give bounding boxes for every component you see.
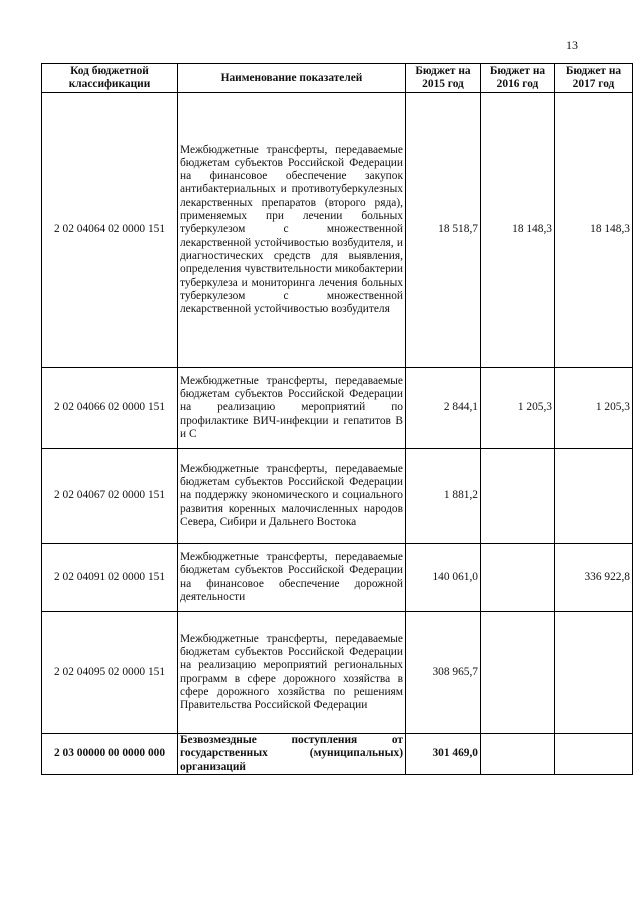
row-budget-2016 xyxy=(481,544,555,612)
table-row xyxy=(42,612,633,734)
table-row xyxy=(42,544,633,612)
row-budget-2017 xyxy=(555,612,633,734)
row-code: 2 02 04066 02 0000 151 xyxy=(42,368,178,449)
header-row xyxy=(42,64,633,93)
header-code: Код бюджетной классификации xyxy=(42,64,178,93)
table-row xyxy=(42,734,633,775)
table-row xyxy=(42,368,633,449)
row-budget-2015: 18 518,7 xyxy=(406,93,481,368)
row-budget-2017: 336 922,8 xyxy=(555,544,633,612)
row-budget-2017 xyxy=(555,734,633,775)
row-name: Межбюджетные трансферты, передаваемые бюджетам субъектов Российской Федерации на реализацию мероприятий региональных программ в сфере дорожного хозяйства в сфере дорожного хозяйства по решениям Правительства Российской Федерации xyxy=(178,612,406,734)
row-name: Межбюджетные трансферты, передаваемые бюджетам субъектов Российской Федерации на поддержку экономического и социального развития коренных малочисленных народов Севера, Сибири и Дальнего Востока xyxy=(178,449,406,544)
row-budget-2017: 18 148,3 xyxy=(555,93,633,368)
row-code: 2 02 04091 02 0000 151 xyxy=(42,544,178,612)
row-budget-2015: 2 844,1 xyxy=(406,368,481,449)
table-row xyxy=(42,93,633,368)
page-number: 13 xyxy=(566,38,578,52)
row-code: 2 02 04067 02 0000 151 xyxy=(42,449,178,544)
row-code: 2 02 04064 02 0000 151 xyxy=(42,93,178,368)
row-budget-2015: 140 061,0 xyxy=(406,544,481,612)
row-budget-2015: 301 469,0 xyxy=(406,734,481,775)
table-row xyxy=(42,449,633,544)
row-budget-2015: 308 965,7 xyxy=(406,612,481,734)
row-budget-2016: 1 205,3 xyxy=(481,368,555,449)
header-budget-2017: Бюджет на 2017 год xyxy=(555,64,633,93)
header-budget-2015: Бюджет на 2015 год xyxy=(406,64,481,93)
row-name: Межбюджетные трансферты, передаваемые бюджетам субъектов Российской Федерации на финансовое обеспечение закупок антибактериальных и противотуберкулезных лекарственных препаратов (второго ряда), применяемых при лечении больных туберкулезом с множественной лекарственной устойчивостью возбудителя, и диагностических средств для выявления, определения чувствительности микобактерии туберкулеза и мониторинга лечения больных туберкулезом с множественной лекарственной устойчивостью возбудителя xyxy=(178,93,406,368)
header-budget-2016: Бюджет на 2016 год xyxy=(481,64,555,93)
row-budget-2016 xyxy=(481,612,555,734)
budget-table xyxy=(41,63,633,775)
row-name: Межбюджетные трансферты, передаваемые бюджетам субъектов Российской Федерации на реализацию мероприятий по профилактике ВИЧ-инфекции и гепатитов В и С xyxy=(178,368,406,449)
row-budget-2015: 1 881,2 xyxy=(406,449,481,544)
row-budget-2016: 18 148,3 xyxy=(481,93,555,368)
header-name: Наименование показателей xyxy=(178,64,406,93)
row-name: Межбюджетные трансферты, передаваемые бюджетам субъектов Российской Федерации на финансовое обеспечение дорожной деятельности xyxy=(178,544,406,612)
row-name: Безвозмездные поступления от государственных (муниципальных) организаций xyxy=(178,734,406,775)
row-budget-2016 xyxy=(481,449,555,544)
row-budget-2016 xyxy=(481,734,555,775)
row-code: 2 03 00000 00 0000 000 xyxy=(42,734,178,775)
row-budget-2017 xyxy=(555,449,633,544)
row-budget-2017: 1 205,3 xyxy=(555,368,633,449)
row-code: 2 02 04095 02 0000 151 xyxy=(42,612,178,734)
